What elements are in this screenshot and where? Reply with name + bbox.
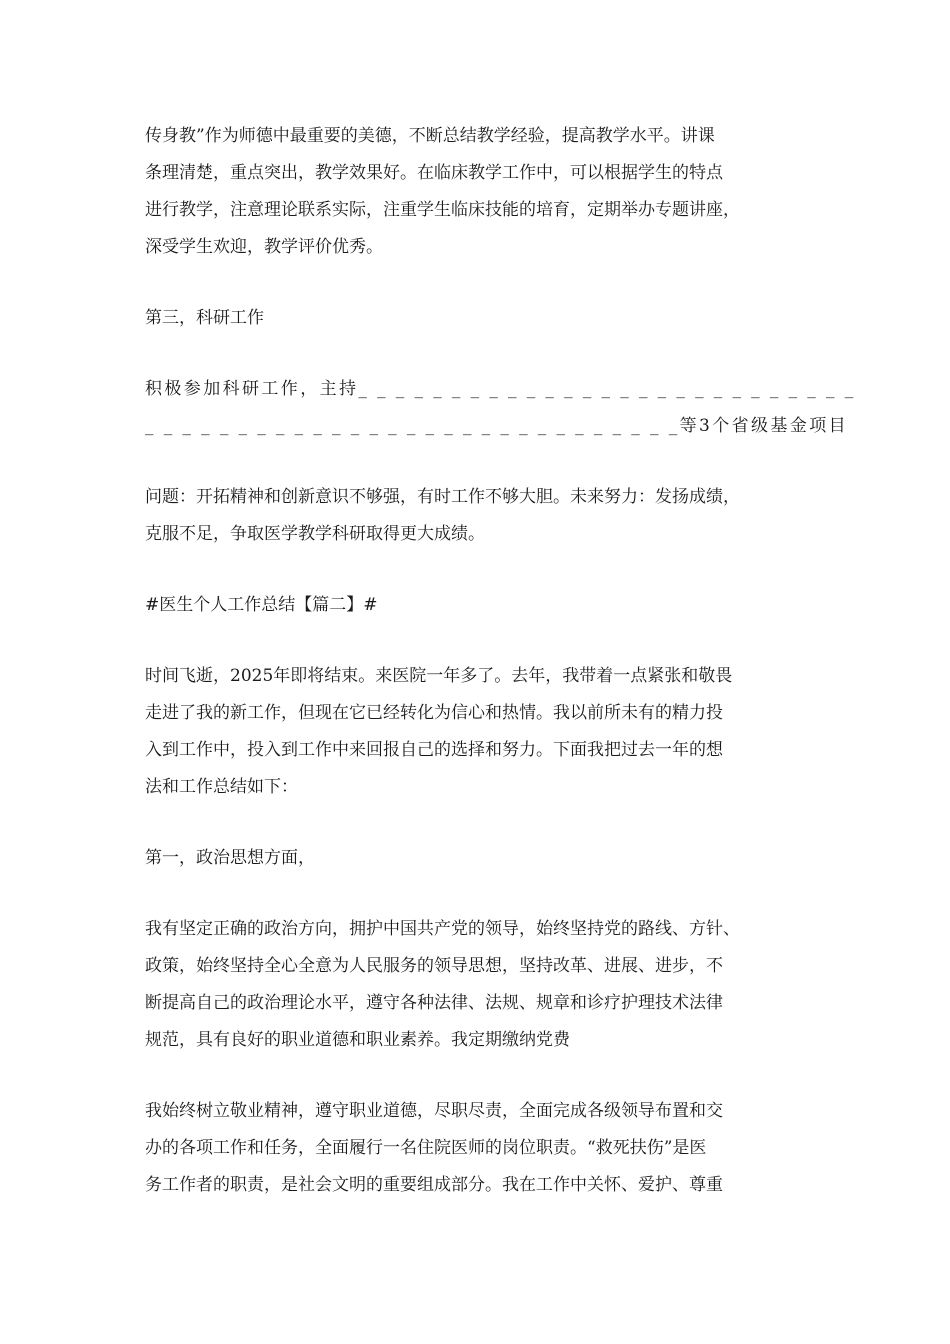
- text-line: 断提高自己的政治理论水平，遵守各种法律、法规、规章和诊疗护理技术法律: [145, 993, 723, 1013]
- text-line: #医生个人工作总结【篇二】#: [145, 595, 378, 615]
- text-line: 政策，始终坚持全心全意为人民服务的领导思想，坚持改革、进展、进步，不: [145, 956, 723, 976]
- text-line: 问题：开拓精神和创新意识不够强，有时工作不够大胆。未来努力：发扬成绩，: [145, 487, 740, 507]
- text-line: 规范，具有良好的职业道德和职业素养。我定期缴纳党费: [145, 1030, 570, 1050]
- paragraph-problems: [145, 479, 810, 553]
- paragraph-ethics: [145, 1093, 810, 1204]
- text-line: 我有坚定正确的政治方向，拥护中国共产党的领导，始终坚持党的路线、方针、: [145, 919, 740, 939]
- text-line: 条理清楚，重点突出，教学效果好。在临床教学工作中，可以根据学生的特点: [145, 163, 723, 183]
- text-line: 深受学生欢迎，教学评价优秀。: [145, 237, 383, 257]
- paragraph-teaching: [145, 118, 810, 266]
- text-line: 积极参加科研工作，主持_ _ _ _ _ _ _ _ _ _ _ _ _ _ _ _ _ _ _ _ _ _ _ _ _ _ _: [145, 379, 856, 399]
- text-line: 第三，科研工作: [145, 308, 264, 328]
- text-line: 克服不足，争取医学教学科研取得更大成绩。: [145, 524, 485, 544]
- text-line: 进行教学，注意理论联系实际，注重学生临床技能的培育，定期举办专题讲座，: [145, 200, 740, 220]
- section-heading-politics: [145, 840, 810, 877]
- paragraph-research: [145, 371, 856, 445]
- text-line: 我始终树立敬业精神，遵守职业道德，尽职尽责，全面完成各级领导布置和交: [145, 1101, 723, 1121]
- text-line: 传身教”作为师德中最重要的美德，不断总结教学经验，提高教学水平。讲课: [145, 126, 715, 146]
- text-line: 务工作者的职责，是社会文明的重要组成部分。我在工作中关怀、爱护、尊重: [145, 1175, 723, 1195]
- section-heading-research: [145, 300, 810, 337]
- article-heading: [145, 587, 810, 624]
- text-line: 时间飞逝，2025年即将结束。来医院一年多了。去年，我带着一点紧张和敬畏: [145, 666, 733, 686]
- document-page: [145, 118, 856, 1238]
- text-line: 法和工作总结如下：: [145, 777, 298, 797]
- text-line: _ _ _ _ _ _ _ _ _ _ _ _ _ _ _ _ _ _ _ _ _ _ _ _ _ _ _ _ _等3个省级基金项目: [145, 416, 849, 436]
- text-line: 走进了我的新工作，但现在它已经转化为信心和热情。我以前所未有的精力投: [145, 703, 723, 723]
- text-line: 办的各项工作和任务，全面履行一名住院医师的岗位职责。“救死扶伤”是医: [145, 1138, 707, 1158]
- text-line: 入到工作中，投入到工作中来回报自己的选择和努力。下面我把过去一年的想: [145, 740, 723, 760]
- paragraph-politics: [145, 911, 810, 1059]
- text-line: 第一，政治思想方面，: [145, 848, 315, 868]
- paragraph-intro: [145, 658, 810, 806]
